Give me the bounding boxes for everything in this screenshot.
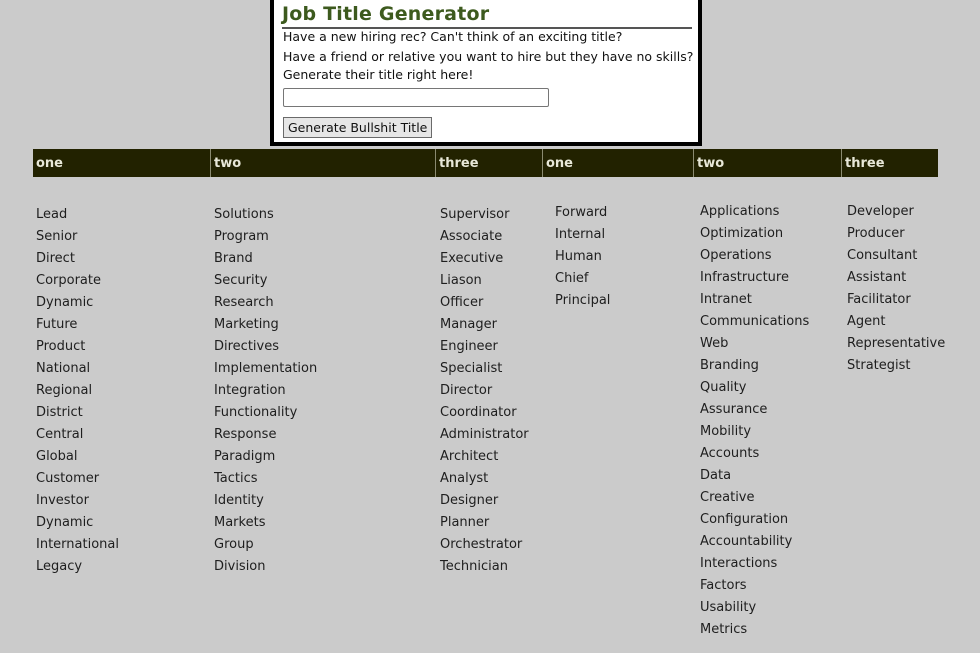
list-item: Coordinator	[440, 405, 517, 420]
list-item: Technician	[440, 559, 508, 574]
list-item: National	[36, 361, 91, 376]
column-header-one-b: one	[543, 149, 693, 177]
column-header-two: two	[211, 149, 435, 177]
list-item: Central	[36, 427, 84, 442]
list-item: Developer	[847, 204, 914, 219]
list-item: Group	[214, 537, 254, 552]
list-item: Configuration	[700, 512, 789, 527]
column-header-three: three	[436, 149, 542, 177]
list-item: Directives	[214, 339, 279, 354]
list-item: Orchestrator	[440, 537, 523, 552]
list-item: Human	[555, 249, 602, 264]
list-item: Security	[214, 273, 268, 288]
list-item: Producer	[847, 226, 905, 241]
list-item: Division	[214, 559, 266, 574]
list-item: Administrator	[440, 427, 529, 442]
list-item: Web	[700, 336, 729, 351]
page-title: Job Title Generator	[282, 2, 692, 29]
list-item: Communications	[700, 314, 810, 329]
list-item: Response	[214, 427, 277, 442]
list-item: Functionality	[214, 405, 298, 420]
list-item: Senior	[36, 229, 78, 244]
word-list-three	[440, 207, 529, 581]
list-item: Marketing	[214, 317, 279, 332]
column-header-two-b: two	[694, 149, 841, 177]
list-item: Optimization	[700, 226, 784, 241]
list-item: Accounts	[700, 446, 760, 461]
list-item: Direct	[36, 251, 75, 266]
list-item: Program	[214, 229, 269, 244]
word-list-one-b	[555, 205, 610, 315]
list-item: Dynamic	[36, 295, 94, 310]
list-item: Assurance	[700, 402, 768, 417]
intro-line-1: Have a new hiring rec? Can't think of an exciting title?	[283, 29, 623, 44]
list-item: Research	[214, 295, 274, 310]
list-item: Integration	[214, 383, 286, 398]
list-item: Accountability	[700, 534, 793, 549]
list-item: Identity	[214, 493, 264, 508]
list-item: Tactics	[214, 471, 258, 486]
list-item: Investor	[36, 493, 89, 508]
list-item: Agent	[847, 314, 886, 329]
list-item: Markets	[214, 515, 266, 530]
list-item: Director	[440, 383, 493, 398]
list-item: Legacy	[36, 559, 83, 574]
list-item: Brand	[214, 251, 253, 266]
list-item: Usability	[700, 600, 757, 615]
list-item: Metrics	[700, 622, 748, 637]
list-item: Specialist	[440, 361, 503, 376]
list-item: Strategist	[847, 358, 911, 373]
list-item: Forward	[555, 205, 608, 220]
column-header-one: one	[33, 149, 210, 177]
list-item: Product	[36, 339, 86, 354]
list-item: Representative	[847, 336, 946, 351]
list-item: Operations	[700, 248, 772, 263]
list-item: Internal	[555, 227, 606, 242]
list-item: Corporate	[36, 273, 101, 288]
list-item: Solutions	[214, 207, 274, 222]
list-item: Analyst	[440, 471, 489, 486]
list-item: District	[36, 405, 83, 420]
list-item: Applications	[700, 204, 780, 219]
list-item: Architect	[440, 449, 499, 464]
list-item: Assistant	[847, 270, 907, 285]
list-item: Supervisor	[440, 207, 510, 222]
title-output-field[interactable]	[283, 88, 549, 107]
list-item: Planner	[440, 515, 490, 530]
intro-line-3: Generate their title right here!	[283, 67, 474, 82]
list-item: Facilitator	[847, 292, 911, 307]
list-item: Chief	[555, 271, 589, 286]
list-item: International	[36, 537, 119, 552]
word-list-two-b	[700, 204, 809, 644]
list-item: Data	[700, 468, 732, 483]
intro-line-2: Have a friend or relative you want to hire but they have no skills?	[283, 49, 694, 64]
list-item: Consultant	[847, 248, 918, 263]
generator-panel	[270, 0, 702, 146]
list-item: Liason	[440, 273, 482, 288]
column-header-three-b: three	[842, 149, 938, 177]
list-item: Designer	[440, 493, 499, 508]
list-item: Global	[36, 449, 78, 464]
list-item: Principal	[555, 293, 611, 308]
list-item: Engineer	[440, 339, 498, 354]
list-item: Regional	[36, 383, 93, 398]
list-item: Factors	[700, 578, 747, 593]
list-item: Creative	[700, 490, 755, 505]
list-item: Branding	[700, 358, 759, 373]
list-item: Implementation	[214, 361, 318, 376]
word-list-one	[36, 207, 119, 581]
list-item: Lead	[36, 207, 68, 222]
list-item: Mobility	[700, 424, 752, 439]
list-item: Infrastructure	[700, 270, 789, 285]
list-item: Interactions	[700, 556, 778, 571]
list-item: Customer	[36, 471, 100, 486]
list-item: Executive	[440, 251, 504, 266]
generate-title-button[interactable]: Generate Bullshit Title	[283, 117, 432, 138]
word-list-three-b	[847, 204, 945, 380]
word-list-two	[214, 207, 317, 581]
list-item: Intranet	[700, 292, 752, 307]
list-item: Manager	[440, 317, 497, 332]
list-item: Officer	[440, 295, 484, 310]
list-item: Dynamic	[36, 515, 94, 530]
list-item: Future	[36, 317, 78, 332]
list-item: Paradigm	[214, 449, 276, 464]
list-item: Associate	[440, 229, 503, 244]
list-item: Quality	[700, 380, 747, 395]
